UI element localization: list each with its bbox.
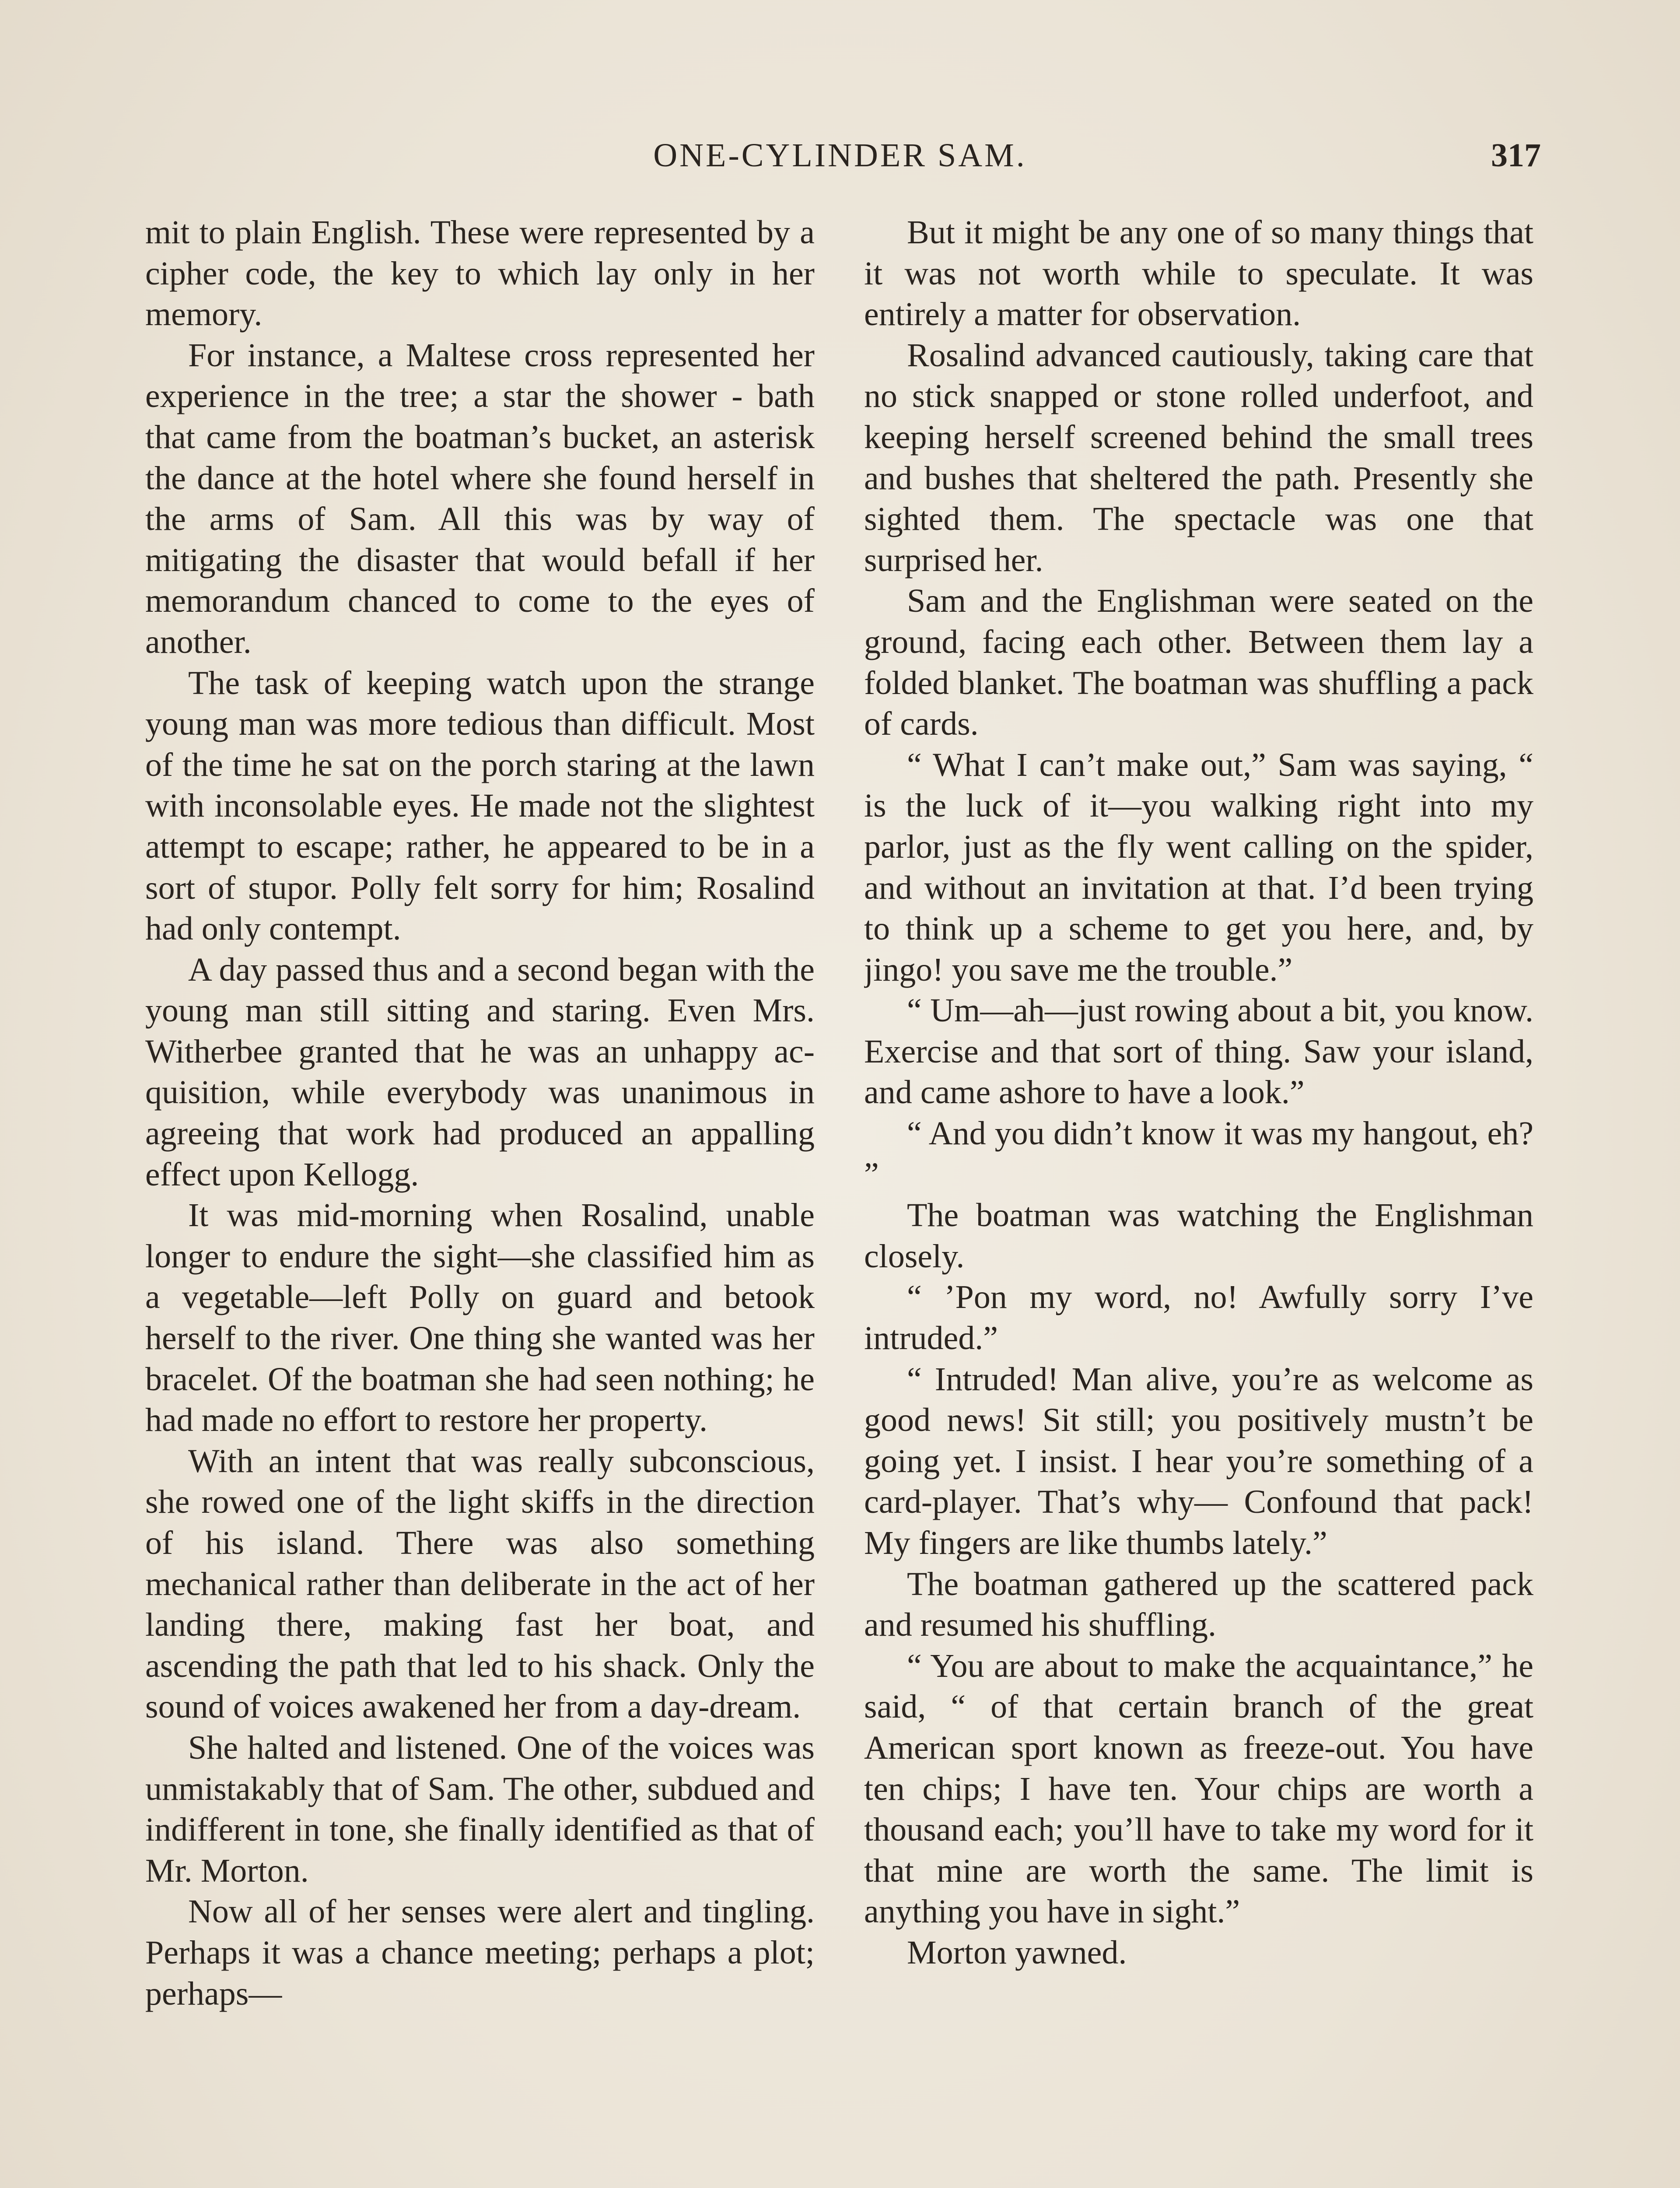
paragraph: With an intent that was really subconscious, she rowed one of the light skiffs in the direction of his island. There was also something mechanical rather than deliberate in the act of her landing there, making fast her boat, and ascending the path that led to his shack. Only the sound of voices awakened her from a day-dream. xyxy=(145,1442,815,1725)
paragraph: The boatman was watching the Englishman closely. xyxy=(864,1197,1533,1275)
paragraph: Morton yawned. xyxy=(907,1934,1127,1971)
paragraph: “ You are about to make the acquaintance,” he said, “ of that certain branch of the great American sport known as freeze-out. You have ten chips; I have ten. Your chips are worth a thousand each; you’ll have to take my word for it that mine are worth the same. The limit is anything you have in sight.” xyxy=(864,1647,1533,1930)
paragraph: But it might be any one of so many things that it was not worth while to speculate. It was entirely a matter for observation. xyxy=(864,214,1533,333)
running-head xyxy=(0,131,1680,179)
paragraph: She halted and listened. One of the voices was unmistakably that of Sam. The other, subdued and indifferent in tone, she finally identified as that of Mr. Morton. xyxy=(145,1729,815,1889)
paragraph: It was mid-morning when Rosalind, unable longer to endure the sight—she classified him as a vegetable—left Polly on guard and betook herself to the river. One thing she wanted was her bracelet. Of the boatman she had seen nothing; he had made no effort to restore her property. xyxy=(145,1197,815,1439)
paragraph: Rosalind advanced cautiously, taking care that no stick snapped or stone rolled underfoot, and keeping herself screened behind the small trees and bushes that sheltered the path. Presently she sighted them. The spectacle was one that surprised her. xyxy=(864,337,1533,579)
paragraph: Now all of her senses were alert and tingling. Perhaps it was a chance meeting; perhaps a plot; perhaps— xyxy=(145,1893,815,2012)
paragraph: For instance, a Maltese cross represented her experience in the tree; a star the shower - bath that came from the boatman’s bucket, an asterisk the dance at the hotel where she found herself in the arms of Sam. All this was by way of mitigating the disaster that would befall if her memorandum chanced to come to the eyes of another. xyxy=(145,337,815,660)
paragraph: “ And you didn’t know it was my hangout, eh? ” xyxy=(864,1115,1533,1193)
paragraph: “ Um—ah—just rowing about a bit, you know. Exercise and that sort of thing. Saw your island, and came ashore to have a look.” xyxy=(864,992,1533,1111)
page-number: 317 xyxy=(1491,137,1541,174)
paragraph: mit to plain English. These were represented by a cipher code, the key to which lay only in her memory. xyxy=(145,214,815,333)
paragraph: The boatman gathered up the scattered pack and resumed his shuffling. xyxy=(864,1565,1533,1644)
left-text-column xyxy=(145,212,815,2188)
paragraph: Sam and the Englishman were seated on the ground, facing each other. Between them lay a folded blanket. The boatman was shuffling a pack of cards. xyxy=(864,582,1533,743)
paragraph: “ Intruded! Man alive, you’re as welcome as good news! Sit still; you positively mustn’t be going yet. I insist. I hear you’re something of a card-player. That’s why— Confound that pack! My fingers are like thumbs lately.” xyxy=(864,1360,1533,1561)
right-text-column xyxy=(864,212,1533,2188)
paragraph: A day passed thus and a second began with the young man still sitting and staring. Even Mrs. Witherbee granted that he was an unhappy acquisition, while everybody was unanimous in agreeing that work had produced an appalling effect upon Kellogg. xyxy=(145,951,815,1193)
paragraph: The task of keeping watch upon the strange young man was more tedious than difficult. Most of the time he sat on the porch staring at the lawn with inconsolable eyes. He made not the slightest attempt to escape; rather, he appeared to be in a sort of stupor. Polly felt sorry for him; Rosalind had only contempt. xyxy=(145,664,815,947)
paragraph: “ What I can’t make out,” Sam was saying, “ is the luck of it—you walking right into my parlor, just as the fly went calling on the spider, and without an invitation at that. I’d been trying to think up a scheme to get you here, and, by jingo! you save me the trouble.” xyxy=(864,746,1533,988)
paragraph: “ ’Pon my word, no! Awfully sorry I’ve intruded.” xyxy=(864,1279,1533,1357)
page-title: ONE-CYLINDER SAM. xyxy=(653,137,1027,174)
